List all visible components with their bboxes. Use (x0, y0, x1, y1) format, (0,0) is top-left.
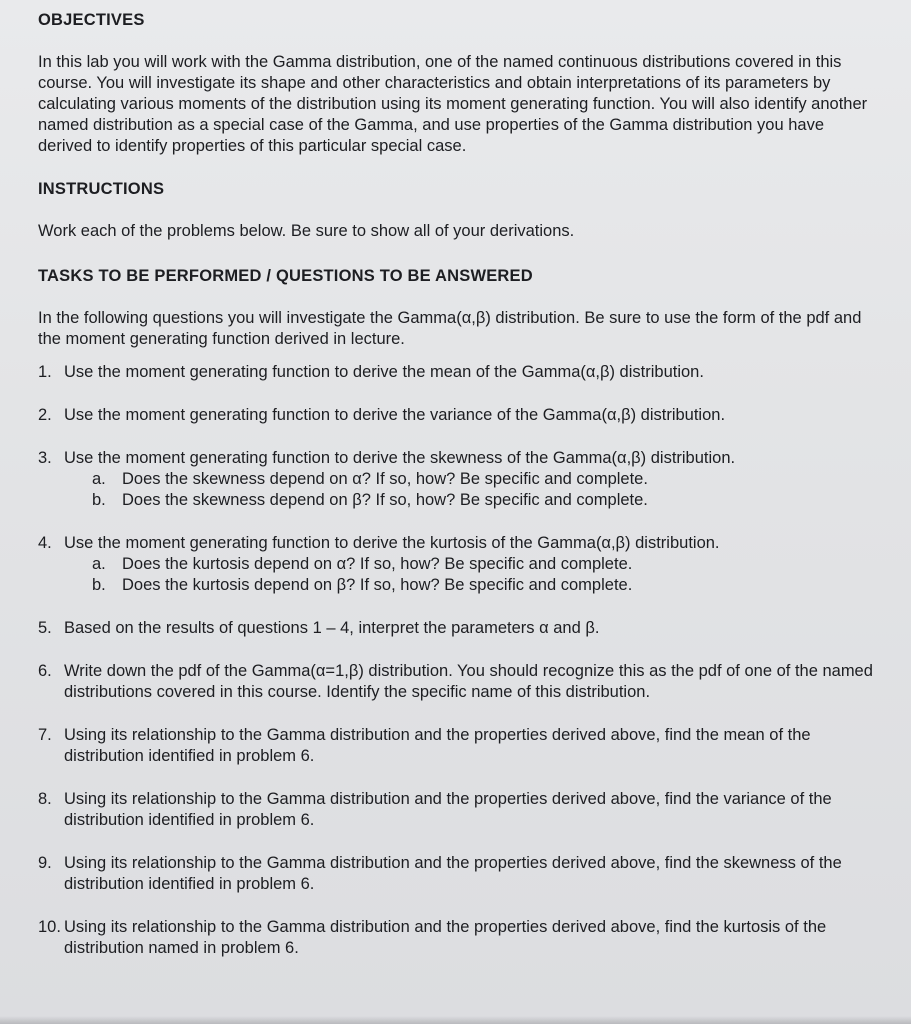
sub-question-text: Does the kurtosis depend on α? If so, how? Be specific and complete. (122, 555, 633, 573)
tasks-intro: In the following questions you will investigate the Gamma(α,β) distribution. Be sure to use the form of the pdf and the moment generating function derived in lecture. (38, 309, 862, 348)
question-item (38, 725, 885, 767)
question-item (38, 853, 885, 895)
question-item (38, 405, 885, 426)
question-text: Using its relationship to the Gamma distribution and the properties derived above, find the variance of the distribution identified in problem 6. (64, 790, 832, 829)
question-item (38, 448, 885, 511)
objectives-text: In this lab you will work with the Gamma distribution, one of the named continuous distributions covered in this course. You will investigate its shape and other characteristics and obtain interpretations of its parameters by calculating various moments of the distribution using its moment generating function. You will also identify another named distribution as a special case of the Gamma, and use properties of the Gamma distribution you have derived to identify properties of this particular special case. (38, 53, 868, 155)
sub-question-letter: a. (92, 555, 106, 573)
objectives-heading: OBJECTIVES (38, 11, 145, 29)
question-number: 7. (38, 726, 52, 744)
question-body (64, 618, 885, 639)
page-bottom-edge (0, 1016, 911, 1024)
question-number: 2. (38, 406, 52, 424)
question-body (64, 448, 885, 511)
question-text: Based on the results of questions 1 – 4, interpret the parameters α and β. (64, 619, 600, 637)
sub-question-item (92, 554, 879, 575)
question-number: 5. (38, 619, 52, 637)
question-body (64, 362, 885, 383)
tasks-heading: TASKS TO BE PERFORMED / QUESTIONS TO BE ANSWERED (38, 267, 533, 285)
question-body (64, 405, 885, 426)
sub-question-list (64, 469, 879, 511)
question-text: Using its relationship to the Gamma distribution and the properties derived above, find the skewness of the distribution identified in problem 6. (64, 854, 842, 893)
instructions-heading: INSTRUCTIONS (38, 180, 165, 198)
sub-question-list (64, 554, 879, 596)
sub-question-letter: a. (92, 470, 106, 488)
sub-question-text: Does the skewness depend on β? If so, how? Be specific and complete. (122, 491, 648, 509)
sub-question-item (92, 575, 879, 596)
question-text: Use the moment generating function to derive the variance of the Gamma(α,β) distribution. (64, 406, 726, 424)
sub-question-item (92, 469, 879, 490)
question-item (38, 789, 885, 831)
sub-question-text: Does the kurtosis depend on β? If so, how? Be specific and complete. (122, 576, 633, 594)
question-number: 3. (38, 449, 52, 467)
question-text: Using its relationship to the Gamma distribution and the properties derived above, find the mean of the distribution identified in problem 6. (64, 726, 811, 765)
question-number: 1. (38, 363, 52, 381)
sub-question-letter: b. (92, 491, 106, 509)
question-item (38, 917, 885, 959)
question-body (64, 789, 885, 831)
question-text: Using its relationship to the Gamma distribution and the properties derived above, find the kurtosis of the distribution named in problem 6. (64, 918, 827, 957)
question-text: Write down the pdf of the Gamma(α=1,β) distribution. You should recognize this as the pdf of one of the named distributions covered in this course. Identify the specific name of this distribution. (64, 662, 873, 701)
question-item (38, 362, 885, 383)
question-body (64, 533, 885, 596)
question-body (64, 725, 885, 767)
question-number: 8. (38, 790, 52, 808)
question-number: 10. (38, 918, 61, 936)
question-text: Use the moment generating function to derive the mean of the Gamma(α,β) distribution. (64, 363, 704, 381)
question-item (38, 533, 885, 596)
question-item (38, 618, 885, 639)
question-body (64, 853, 885, 895)
question-body (64, 661, 885, 703)
sub-question-item (92, 490, 879, 511)
question-body (64, 917, 885, 959)
sub-question-letter: b. (92, 576, 106, 594)
question-number: 6. (38, 662, 52, 680)
sub-question-text: Does the skewness depend on α? If so, how? Be specific and complete. (122, 470, 648, 488)
question-text: Use the moment generating function to derive the skewness of the Gamma(α,β) distribution. (64, 449, 736, 467)
question-item (38, 661, 885, 703)
instructions-text: Work each of the problems below. Be sure to show all of your derivations. (38, 222, 575, 240)
question-text: Use the moment generating function to derive the kurtosis of the Gamma(α,β) distribution. (64, 534, 720, 552)
question-number: 4. (38, 534, 52, 552)
question-list (38, 362, 885, 959)
question-number: 9. (38, 854, 52, 872)
